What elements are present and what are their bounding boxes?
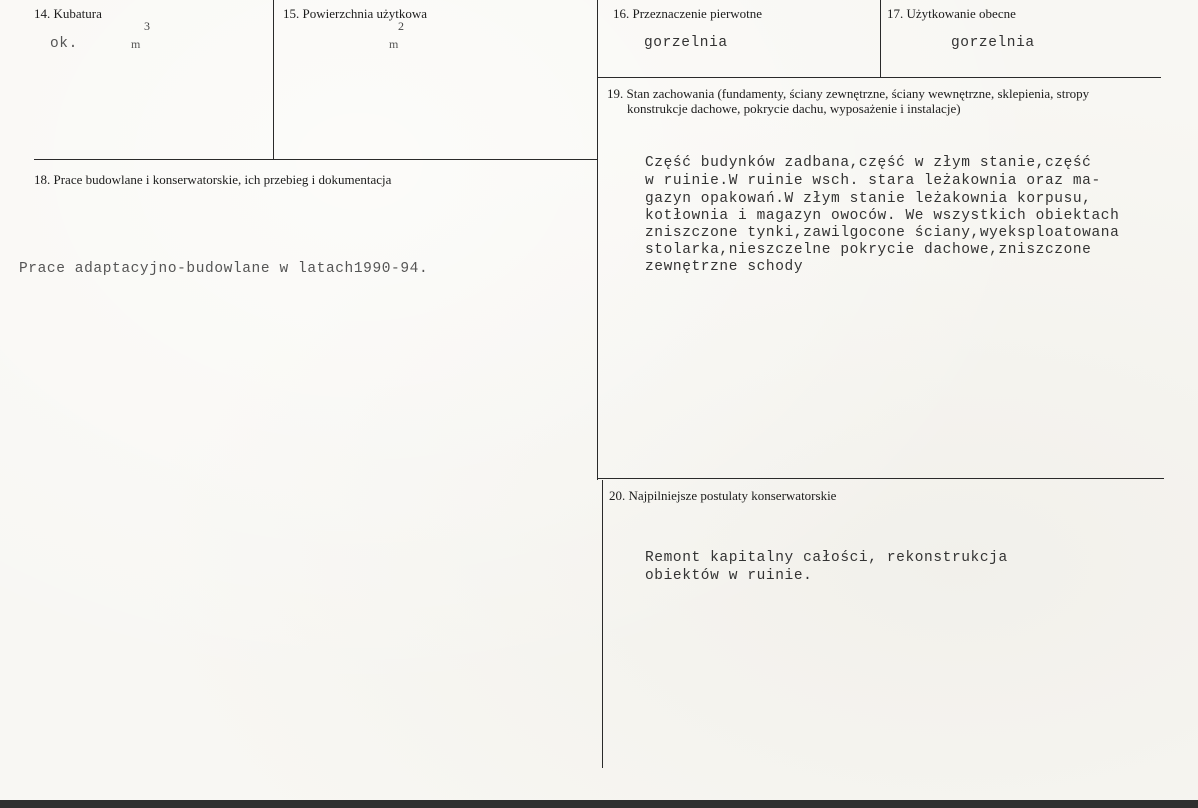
field-19-text-line: zniszczone tynki,zawilgocone ściany,wyeksploatowana xyxy=(645,225,1120,241)
scan-bottom-edge xyxy=(0,800,1198,808)
field-19-text-line: kotłownia i magazyn owoców. We wszystkich obiektach xyxy=(645,208,1120,224)
divider-vertical-left-right xyxy=(597,0,598,480)
field-14-exponent: 3 xyxy=(144,19,150,33)
field-17-value: gorzelnia xyxy=(951,35,1035,51)
divider-horizontal-top-right xyxy=(597,77,1161,78)
field-16-value: gorzelnia xyxy=(644,35,728,51)
field-17-label: 17. Użytkowanie obecne xyxy=(887,6,1016,21)
field-19-text-line: gazyn opakowań.W złym stanie leżakownia korpusu, xyxy=(645,191,1092,207)
field-14-unit: m xyxy=(131,37,141,51)
field-20-text-line: Remont kapitalny całości, rekonstrukcja xyxy=(645,550,1008,566)
field-16-label: 16. Przeznaczenie pierwotne xyxy=(613,6,763,21)
divider-horizontal-left-18 xyxy=(34,159,598,160)
field-19-label-line1: 19. Stan zachowania (fundamenty, ściany zewnętrzne, ściany wewnętrzne, sklepienia, stropy xyxy=(607,86,1090,101)
divider-vertical-left-right-lower xyxy=(602,480,603,768)
field-19-text-line: w ruinie.W ruinie wsch. stara leżakownia oraz ma- xyxy=(645,173,1101,189)
field-19-text-line: stolarka,nieszczelne pokrycie dachowe,zniszczone xyxy=(645,242,1092,258)
field-19-label-line2: konstrukcje dachowe, pokrycie dachu, wyposażenie i instalacje) xyxy=(627,101,961,116)
field-18-label: 18. Prace budowlane i konserwatorskie, ich przebieg i dokumentacja xyxy=(34,172,392,187)
field-20-label: 20. Najpilniejsze postulaty konserwatorskie xyxy=(609,488,837,503)
field-20-text-line: obiektów w ruinie. xyxy=(645,568,813,584)
field-15-label: 15. Powierzchnia użytkowa xyxy=(283,6,428,21)
field-14-value: ok. xyxy=(50,36,78,52)
field-19-text-line: zewnętrzne schody xyxy=(645,259,804,275)
field-14-label: 14. Kubatura xyxy=(34,6,102,21)
field-19-text-line: Część budynków zadbana,część w złym stanie,część xyxy=(645,155,1092,171)
field-15-unit: m xyxy=(389,37,399,51)
field-18-value: Prace adaptacyjno-budowlane w latach1990-94. xyxy=(19,261,429,277)
divider-horizontal-19-20 xyxy=(597,478,1164,479)
field-15-exponent: 2 xyxy=(398,19,404,33)
divider-vertical-16-17 xyxy=(880,0,881,77)
divider-vertical-14-15 xyxy=(273,0,274,160)
